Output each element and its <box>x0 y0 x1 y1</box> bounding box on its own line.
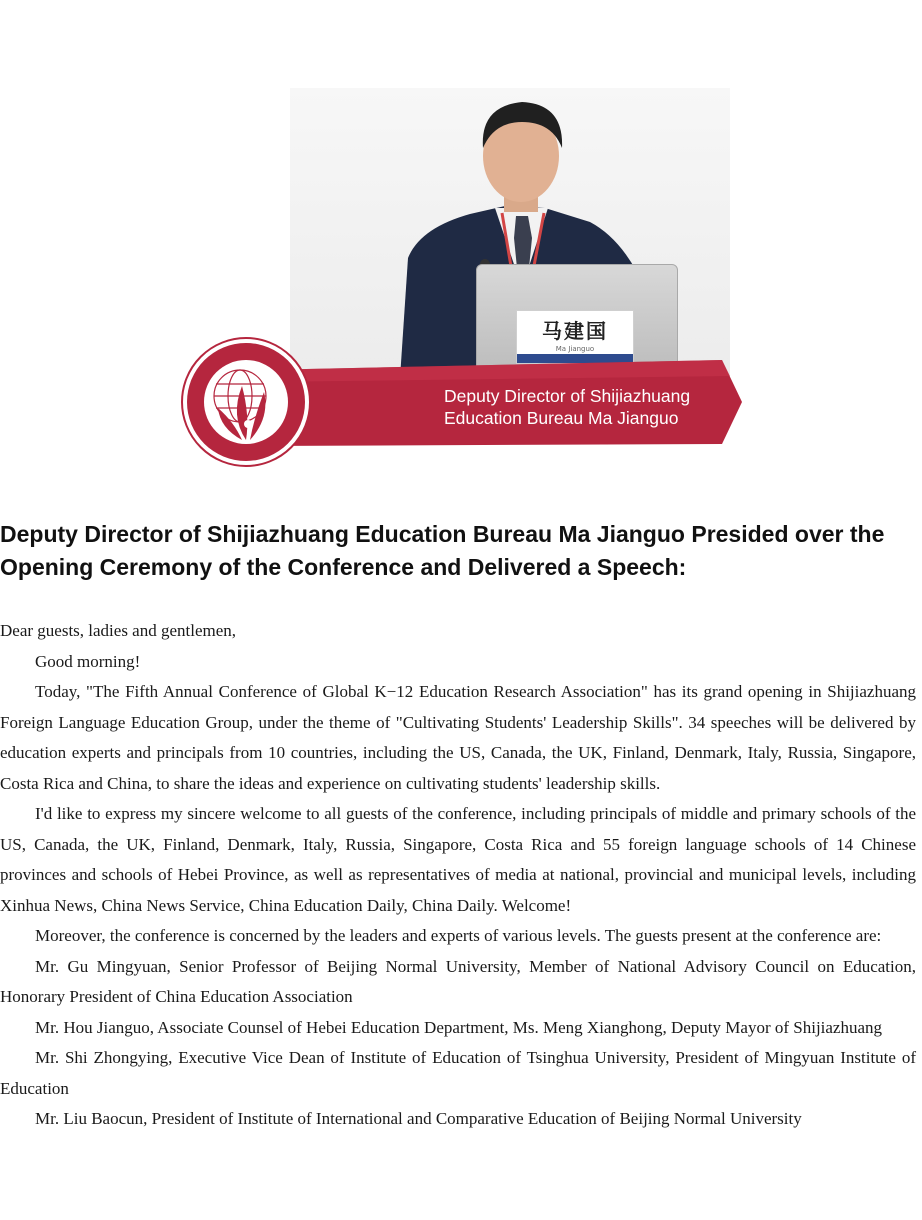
paragraph-good-morning: Good morning! <box>35 651 141 671</box>
paragraph-guests-intro: Moreover, the conference is concerned by the leaders and experts of various levels. The guests present at the conference are: <box>35 926 882 945</box>
paragraph-guest-shi: Mr. Shi Zhongying, Executive Vice Dean of Institute of Education of Tsinghua University, President of Mingyuan Institute of Education <box>0 1048 916 1098</box>
nameplate <box>516 310 634 364</box>
caption-text <box>444 385 734 429</box>
paragraph-greeting: Dear guests, ladies and gentlemen, <box>0 621 237 640</box>
speaker-photo <box>290 88 730 378</box>
caption-line-1: Deputy Director of Shijiazhuang <box>444 386 691 406</box>
article-body <box>0 616 916 1135</box>
paragraph-guest-gu: Mr. Gu Mingyuan, Senior Professor of Beijing Normal University, Member of National Advisory Council on Education, Honorary President of China Education Association <box>0 956 916 1006</box>
caption-line-2: Education Bureau Ma Jianguo <box>444 408 679 428</box>
nameplate-english-name: Ma Jianguo <box>555 345 595 353</box>
hero-figure <box>180 88 742 468</box>
paragraph-opening: Today, "The Fifth Annual Conference of Global K−12 Education Research Association" has its grand opening in Shijiazhuang Foreign Language Education Group, under the theme of "Cultivating Students' Leadership Skills". 34 speeches will be delivered by education experts and principals from 10 countries, including the US, Canada, the UK, Finland, Denmark, Italy, Russia, Singapore, Costa Rica and China, to share the ideas and experience on cultivating students' leadership skills. <box>0 682 916 793</box>
paragraph-guest-hou: Mr. Hou Jianguo, Associate Counsel of Hebei Education Department, Ms. Meng Xianghong, Deputy Mayor of Shijiazhuang <box>35 1017 883 1037</box>
association-logo <box>180 336 312 468</box>
nameplate-chinese-name: 马建国 <box>542 319 608 343</box>
paragraph-welcome: I'd like to express my sincere welcome to all guests of the conference, including principals of middle and primary schools of the US, Canada, the UK, Finland, Denmark, Italy, Russia, Singapore, Costa Rica and 55 foreign language schools of 14 Chinese provinces and schools of Hebei Province, as well as representatives of media at national, provincial and municipal levels, including Xinhua News, China News Service, China Education Daily, China Daily. Welcome! <box>0 804 916 915</box>
paragraph-guest-liu: Mr. Liu Baocun, President of Institute of International and Comparative Education of Beijing Normal University <box>35 1109 802 1128</box>
article-title: Deputy Director of Shijiazhuang Education Bureau Ma Jianguo Presided over the Opening Ceremony of the Conference and Delivered a Speech: <box>0 521 885 580</box>
